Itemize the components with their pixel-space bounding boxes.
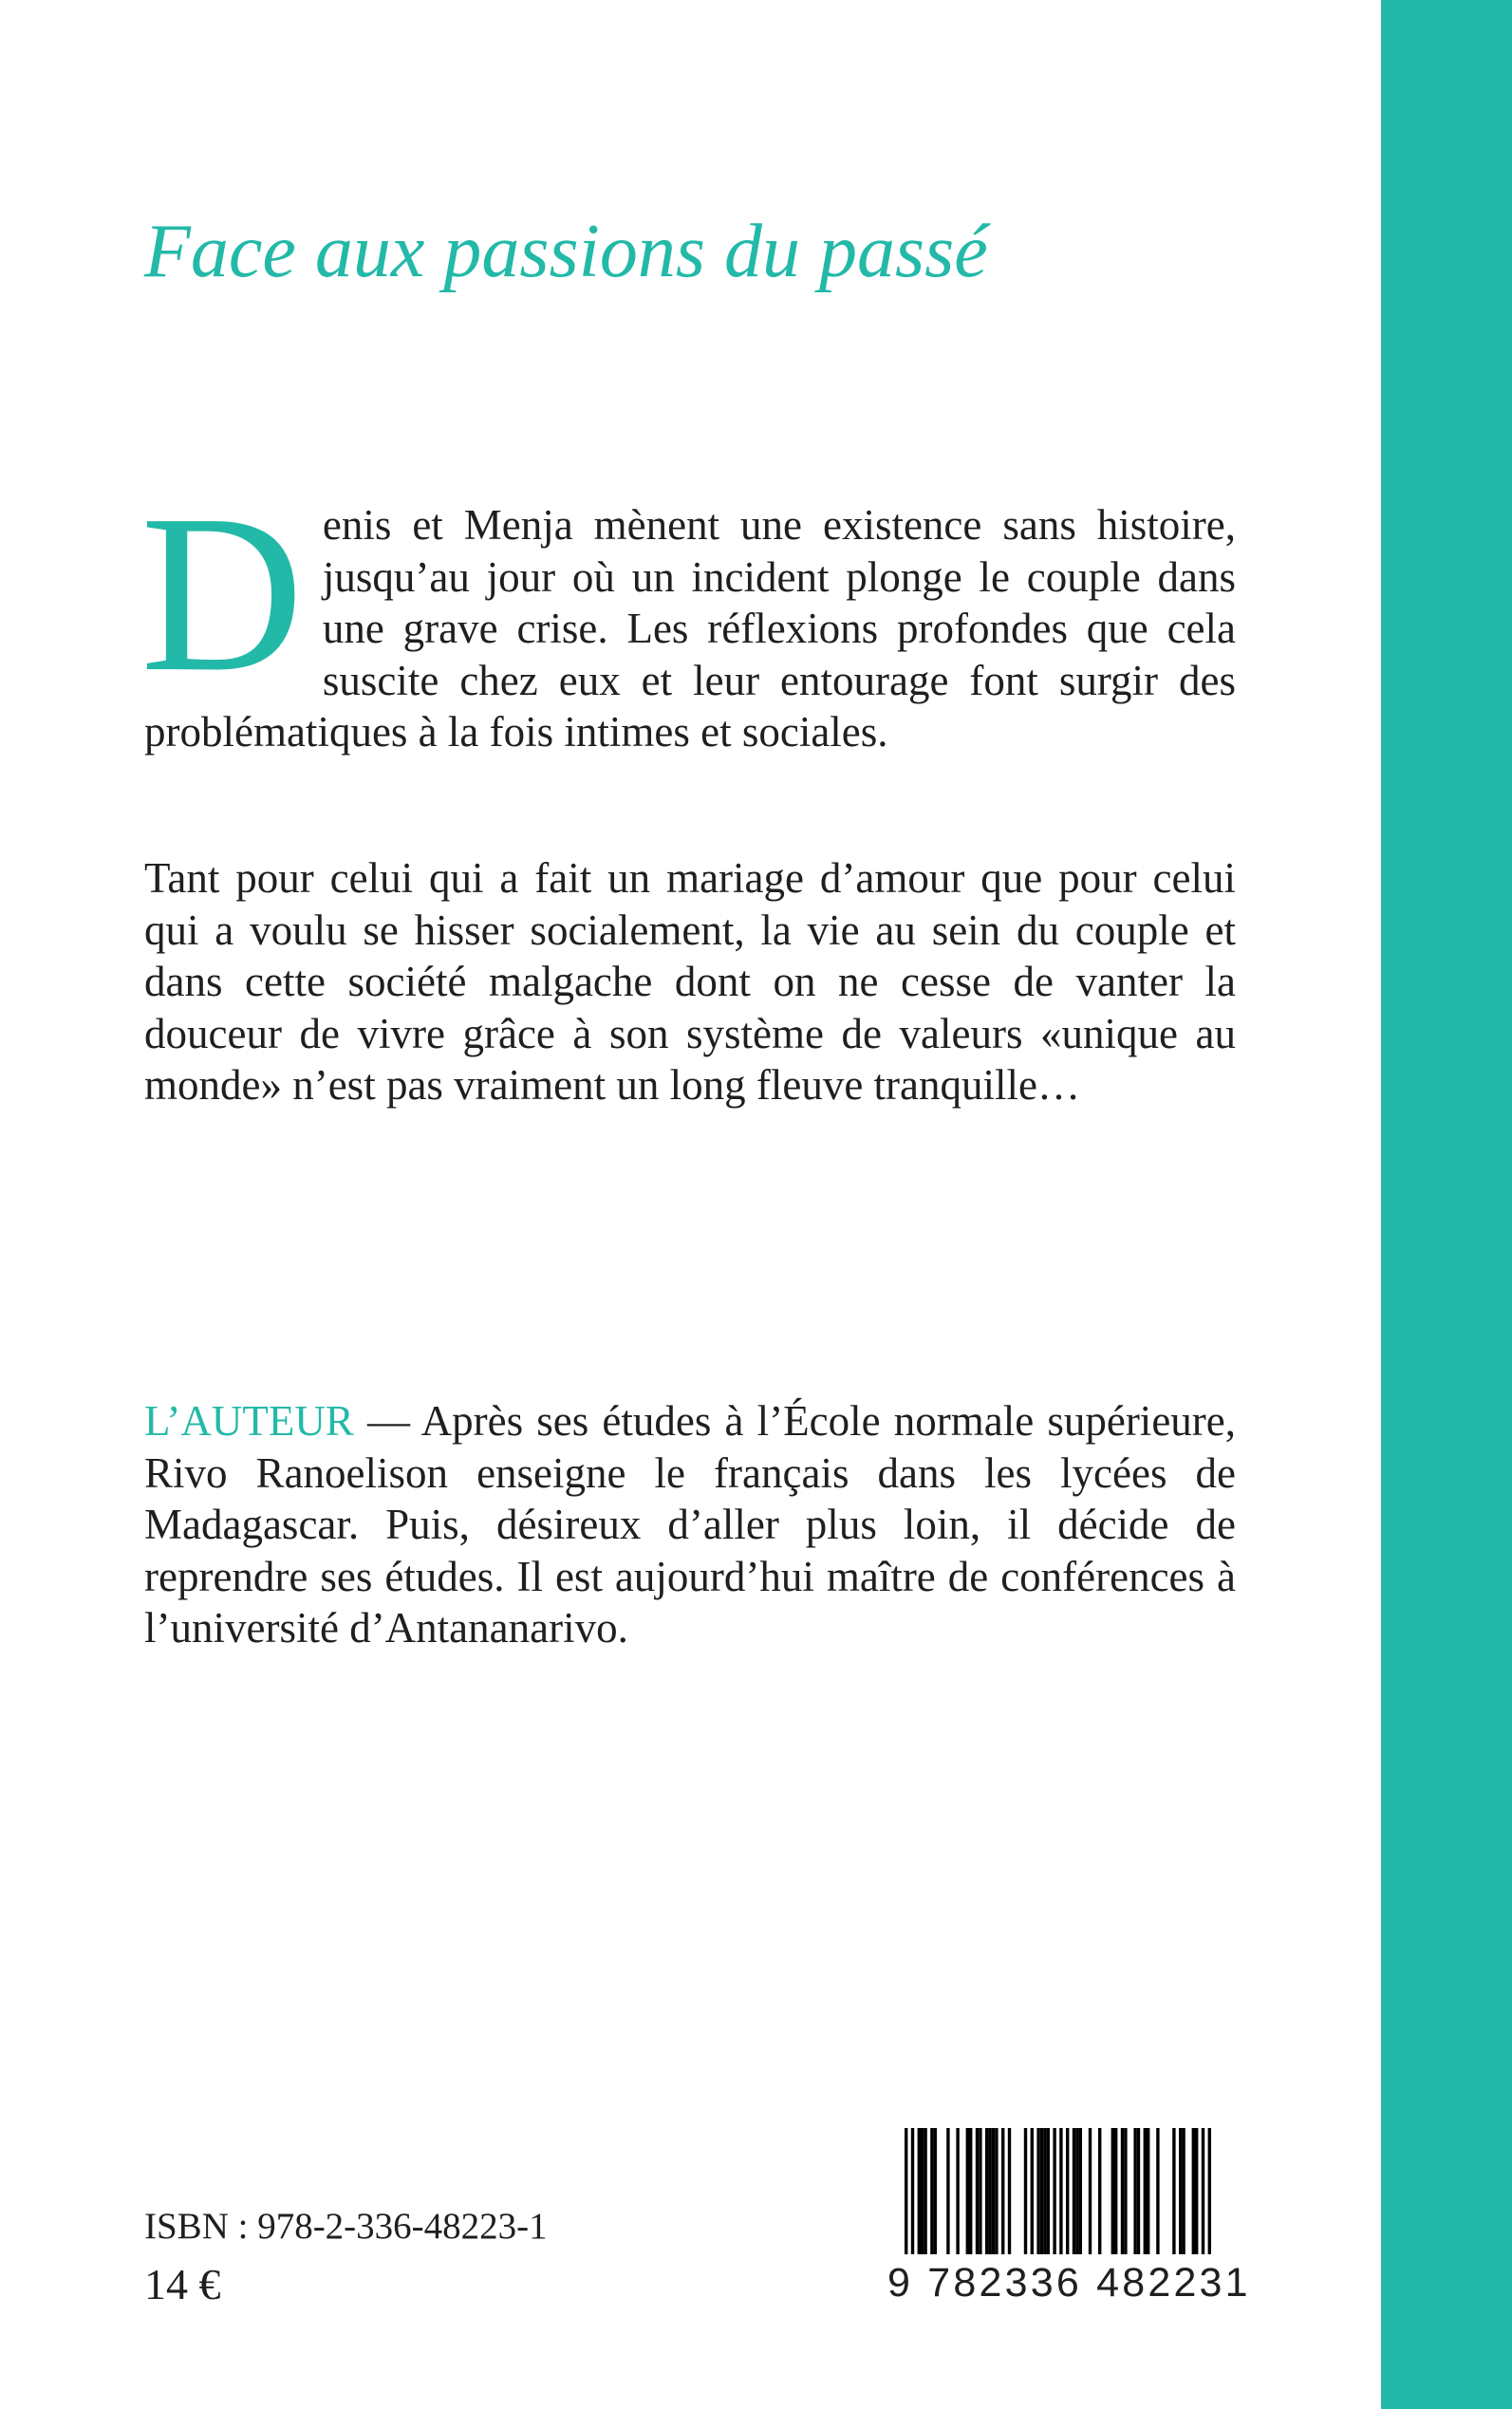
barcode-bar xyxy=(1066,2128,1069,2257)
barcode-bar xyxy=(1137,2128,1140,2257)
barcode-bar xyxy=(1031,2128,1034,2257)
barcode-bar xyxy=(921,2128,924,2257)
barcode-bar xyxy=(1182,2128,1185,2257)
author-bio xyxy=(144,1395,1236,1654)
barcode-bar xyxy=(1111,2128,1114,2257)
barcode-bar xyxy=(969,2128,972,2257)
barcode-bar xyxy=(1024,2128,1027,2257)
summary-paragraph-1 xyxy=(140,469,1236,758)
barcode-bar xyxy=(946,2128,949,2257)
barcode-bar xyxy=(995,2128,998,2257)
price: 14 € xyxy=(144,2260,221,2308)
barcode-digits: 9 782336 482231 xyxy=(887,2254,1220,2311)
barcode-bar xyxy=(979,2128,981,2257)
barcode-guard-bar xyxy=(1202,2128,1204,2270)
barcode-bar xyxy=(918,2128,921,2257)
book-title: Face aux passions du passé xyxy=(144,210,988,293)
barcode-bar xyxy=(1124,2128,1127,2257)
barcode-guard-bar xyxy=(905,2128,907,2270)
barcode-bar xyxy=(1114,2128,1117,2257)
barcode-bar xyxy=(934,2128,937,2257)
summary-paragraph-1-text: enis et Menja mènent une existence sans histoire, jusqu’au jour où un incident plonge le couple dans une grave crise. Les réflexions profondes que cela suscite chez eux et leur entourage font surgir des problématiques à la fois intimes et sociales. xyxy=(144,501,1236,756)
barcode-bar xyxy=(1147,2128,1149,2257)
barcode-bar xyxy=(1144,2128,1147,2257)
barcode-bar xyxy=(992,2128,995,2257)
author-bio-text: — Après ses études à l’École normale supérieure, Rivo Ranoelison enseigne le français dans les lycées de Madagascar. Puis, désireux d’aller plus loin, il décide de reprendre ses études. Il est aujourd’hui maître de conférences à l’université d’Antananarivo. xyxy=(144,1397,1236,1652)
barcode-bar xyxy=(1079,2128,1082,2257)
barcode-bar xyxy=(1133,2128,1136,2257)
barcode-bar xyxy=(1040,2128,1043,2257)
isbn-number: ISBN : 978-2-336-48223-1 xyxy=(144,2206,548,2247)
barcode-bar xyxy=(1195,2128,1198,2257)
barcode-guard-bar xyxy=(1059,2128,1062,2270)
drop-cap-letter: D xyxy=(140,469,304,719)
summary-paragraph-2: Tant pour celui qui a fait un mariage d’amour que pour celui qui a voulu se hisser socialement, la vie au sein du couple et dans cette société malgache dont on ne cesse de vanter la douceur de vivre grâce à son système de valeurs «unique au monde» n’est pas vraiment un long fleuve tranquille… xyxy=(144,854,1236,1109)
barcode-guard-bar xyxy=(1208,2128,1211,2270)
barcode-bars xyxy=(905,2128,1211,2270)
barcode-bar xyxy=(1075,2128,1078,2257)
barcode-bar xyxy=(1043,2128,1046,2257)
barcode-bar xyxy=(1073,2128,1075,2257)
author-label: L’AUTEUR xyxy=(144,1397,354,1445)
barcode-bar xyxy=(1121,2128,1124,2257)
barcode-bar xyxy=(1089,2128,1092,2257)
barcode-bar xyxy=(1047,2128,1050,2257)
barcode-guard-bar xyxy=(1053,2128,1055,2270)
barcode-bar xyxy=(966,2128,969,2257)
barcode-bar xyxy=(1179,2128,1182,2257)
barcode-bar xyxy=(988,2128,991,2257)
barcode-bar xyxy=(1001,2128,1004,2257)
barcode-bar xyxy=(924,2128,926,2257)
barcode-guard-bar xyxy=(911,2128,914,2270)
barcode-bar xyxy=(1156,2128,1159,2257)
barcode-bar xyxy=(1192,2128,1195,2257)
barcode-bar xyxy=(1036,2128,1039,2257)
barcode-bar xyxy=(976,2128,979,2257)
barcode-bar xyxy=(956,2128,959,2257)
spine-color-band xyxy=(1381,0,1512,2409)
barcode-bar xyxy=(1172,2128,1175,2257)
barcode-bar xyxy=(1008,2128,1011,2257)
barcode-bar xyxy=(1098,2128,1101,2257)
barcode-bar xyxy=(930,2128,933,2257)
barcode-bar xyxy=(985,2128,988,2257)
